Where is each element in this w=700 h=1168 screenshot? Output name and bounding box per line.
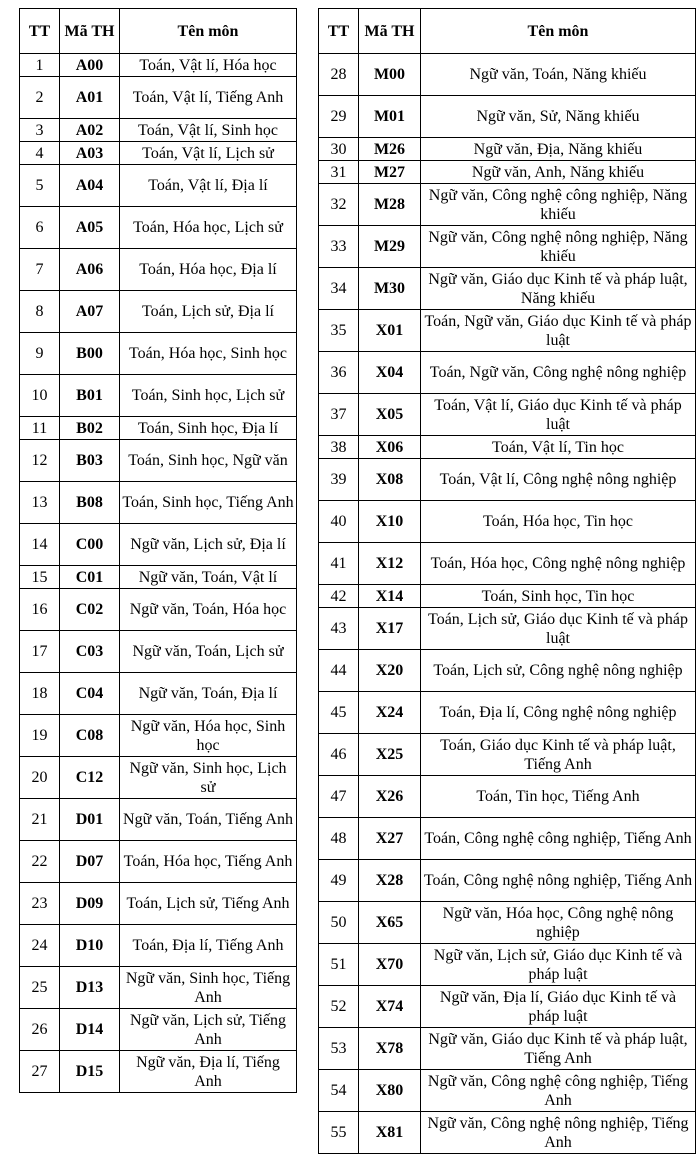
cell-ma-th: M01 <box>359 96 421 138</box>
cell-ma-th: X12 <box>359 543 421 585</box>
table-row <box>20 417 297 440</box>
cell-tt: 17 <box>20 631 60 673</box>
cell-ma-th: X14 <box>359 585 421 608</box>
cell-ten-mon: Ngữ văn, Toán, Lịch sử <box>120 631 297 673</box>
table-row <box>319 1112 696 1154</box>
cell-tt: 5 <box>20 165 60 207</box>
cell-ten-mon: Toán, Vật lí, Địa lí <box>120 165 297 207</box>
cell-ma-th: C12 <box>60 757 120 799</box>
cell-ten-mon: Toán, Hóa học, Sinh học <box>120 333 297 375</box>
cell-tt: 54 <box>319 1070 359 1112</box>
table-row <box>319 944 696 986</box>
cell-ten-mon: Toán, Địa lí, Công nghệ nông nghiệp <box>421 692 696 734</box>
cell-ten-mon: Toán, Lịch sử, Địa lí <box>120 291 297 333</box>
cell-ten-mon: Toán, Sinh học, Tin học <box>421 585 696 608</box>
cell-ten-mon: Ngữ văn, Toán, Năng khiếu <box>421 54 696 96</box>
table-row <box>319 692 696 734</box>
cell-ma-th: X04 <box>359 352 421 394</box>
cell-tt: 36 <box>319 352 359 394</box>
cell-ma-th: X78 <box>359 1028 421 1070</box>
cell-ten-mon: Ngữ văn, Công nghệ công nghiệp, Tiếng Anh <box>421 1070 696 1112</box>
cell-ma-th: X70 <box>359 944 421 986</box>
table-row <box>319 543 696 585</box>
table-row <box>319 1070 696 1112</box>
cell-tt: 47 <box>319 776 359 818</box>
cell-ten-mon: Ngữ văn, Địa, Năng khiếu <box>421 138 696 161</box>
cell-ma-th: A02 <box>60 119 120 142</box>
cell-ma-th: B00 <box>60 333 120 375</box>
cell-tt: 20 <box>20 757 60 799</box>
table-row <box>20 715 297 757</box>
cell-ten-mon: Toán, Hóa học, Lịch sử <box>120 207 297 249</box>
cell-tt: 29 <box>319 96 359 138</box>
cell-ten-mon: Toán, Hóa học, Công nghệ nông nghiệp <box>421 543 696 585</box>
cell-ma-th: B02 <box>60 417 120 440</box>
cell-ten-mon: Toán, Vật lí, Tiếng Anh <box>120 77 297 119</box>
table-row <box>319 310 696 352</box>
cell-tt: 8 <box>20 291 60 333</box>
table-row <box>20 207 297 249</box>
header-ten-mon: Tên môn <box>421 9 696 54</box>
cell-ma-th: X08 <box>359 459 421 501</box>
table-row <box>20 566 297 589</box>
cell-tt: 4 <box>20 142 60 165</box>
cell-ma-th: B03 <box>60 440 120 482</box>
table-row <box>319 161 696 184</box>
header-tt: TT <box>319 9 359 54</box>
table-row <box>20 673 297 715</box>
cell-ten-mon: Ngữ văn, Sinh học, Lịch sử <box>120 757 297 799</box>
cell-tt: 24 <box>20 925 60 967</box>
cell-ten-mon: Toán, Hóa học, Tiếng Anh <box>120 841 297 883</box>
table-row <box>20 142 297 165</box>
table-row <box>20 1051 297 1093</box>
subject-combination-table-right <box>318 8 696 1154</box>
cell-ten-mon: Ngữ văn, Hóa học, Công nghệ nông nghiệp <box>421 902 696 944</box>
cell-ten-mon: Ngữ văn, Toán, Hóa học <box>120 589 297 631</box>
cell-ten-mon: Ngữ văn, Lịch sử, Địa lí <box>120 524 297 566</box>
cell-tt: 13 <box>20 482 60 524</box>
table-row <box>20 119 297 142</box>
cell-tt: 19 <box>20 715 60 757</box>
cell-ma-th: M26 <box>359 138 421 161</box>
cell-ma-th: B01 <box>60 375 120 417</box>
header-ten-mon: Tên môn <box>120 9 297 54</box>
cell-ten-mon: Toán, Sinh học, Tiếng Anh <box>120 482 297 524</box>
cell-tt: 41 <box>319 543 359 585</box>
cell-ten-mon: Ngữ văn, Địa lí, Tiếng Anh <box>120 1051 297 1093</box>
table-row <box>319 96 696 138</box>
table-row <box>20 291 297 333</box>
cell-ten-mon: Toán, Vật lí, Tin học <box>421 436 696 459</box>
cell-ten-mon: Toán, Vật lí, Công nghệ nông nghiệp <box>421 459 696 501</box>
cell-ma-th: X24 <box>359 692 421 734</box>
cell-ten-mon: Toán, Vật lí, Sinh học <box>120 119 297 142</box>
table-row <box>20 524 297 566</box>
cell-ten-mon: Toán, Công nghệ công nghiệp, Tiếng Anh <box>421 818 696 860</box>
table-row <box>20 333 297 375</box>
cell-ten-mon: Toán, Vật lí, Lịch sử <box>120 142 297 165</box>
cell-tt: 34 <box>319 268 359 310</box>
table-row <box>20 883 297 925</box>
table-row <box>319 776 696 818</box>
cell-tt: 31 <box>319 161 359 184</box>
cell-ma-th: X06 <box>359 436 421 459</box>
table-row <box>20 77 297 119</box>
table-row <box>20 440 297 482</box>
table-row <box>319 860 696 902</box>
header-row <box>20 9 297 54</box>
cell-ma-th: A03 <box>60 142 120 165</box>
cell-ma-th: D14 <box>60 1009 120 1051</box>
cell-ma-th: A04 <box>60 165 120 207</box>
cell-tt: 35 <box>319 310 359 352</box>
table-row <box>20 165 297 207</box>
cell-ten-mon: Ngữ văn, Giáo dục Kinh tế và pháp luật, Năng khiếu <box>421 268 696 310</box>
cell-tt: 37 <box>319 394 359 436</box>
header-row <box>319 9 696 54</box>
cell-ten-mon: Ngữ văn, Địa lí, Giáo dục Kinh tế và pháp luật <box>421 986 696 1028</box>
cell-ma-th: X28 <box>359 860 421 902</box>
cell-ma-th: A05 <box>60 207 120 249</box>
cell-ma-th: C08 <box>60 715 120 757</box>
cell-ten-mon: Toán, Lịch sử, Công nghệ nông nghiệp <box>421 650 696 692</box>
cell-ma-th: X25 <box>359 734 421 776</box>
cell-ma-th: A06 <box>60 249 120 291</box>
table-row <box>319 268 696 310</box>
table-row <box>20 967 297 1009</box>
cell-tt: 23 <box>20 883 60 925</box>
cell-ten-mon: Toán, Lịch sử, Tiếng Anh <box>120 883 297 925</box>
table-row <box>20 482 297 524</box>
cell-ten-mon: Toán, Địa lí, Tiếng Anh <box>120 925 297 967</box>
cell-ma-th: A07 <box>60 291 120 333</box>
cell-ten-mon: Toán, Tin học, Tiếng Anh <box>421 776 696 818</box>
cell-ten-mon: Ngữ văn, Toán, Địa lí <box>120 673 297 715</box>
cell-tt: 10 <box>20 375 60 417</box>
cell-tt: 43 <box>319 608 359 650</box>
table-row <box>20 799 297 841</box>
table-row <box>319 1028 696 1070</box>
cell-tt: 33 <box>319 226 359 268</box>
table-row <box>319 184 696 226</box>
cell-ten-mon: Toán, Sinh học, Địa lí <box>120 417 297 440</box>
table-row <box>20 631 297 673</box>
cell-ma-th: X20 <box>359 650 421 692</box>
cell-ma-th: X10 <box>359 501 421 543</box>
cell-tt: 26 <box>20 1009 60 1051</box>
cell-ten-mon: Ngữ văn, Sử, Năng khiếu <box>421 96 696 138</box>
table-row <box>319 585 696 608</box>
cell-ten-mon: Ngữ văn, Công nghệ nông nghiệp, Tiếng Anh <box>421 1112 696 1154</box>
cell-ma-th: A00 <box>60 54 120 77</box>
cell-tt: 30 <box>319 138 359 161</box>
cell-tt: 1 <box>20 54 60 77</box>
cell-ma-th: C04 <box>60 673 120 715</box>
cell-ma-th: X65 <box>359 902 421 944</box>
cell-ten-mon: Ngữ văn, Lịch sử, Giáo dục Kinh tế và pháp luật <box>421 944 696 986</box>
cell-tt: 18 <box>20 673 60 715</box>
cell-ten-mon: Ngữ văn, Toán, Vật lí <box>120 566 297 589</box>
table-row <box>319 226 696 268</box>
table-row <box>20 54 297 77</box>
cell-ten-mon: Ngữ văn, Anh, Năng khiếu <box>421 161 696 184</box>
cell-tt: 50 <box>319 902 359 944</box>
cell-tt: 14 <box>20 524 60 566</box>
cell-tt: 27 <box>20 1051 60 1093</box>
cell-tt: 49 <box>319 860 359 902</box>
cell-tt: 51 <box>319 944 359 986</box>
right-table-body <box>319 54 696 1154</box>
cell-ma-th: D01 <box>60 799 120 841</box>
cell-ma-th: D10 <box>60 925 120 967</box>
cell-ma-th: C03 <box>60 631 120 673</box>
table-row <box>319 902 696 944</box>
cell-tt: 52 <box>319 986 359 1028</box>
cell-ma-th: C00 <box>60 524 120 566</box>
cell-tt: 7 <box>20 249 60 291</box>
cell-tt: 32 <box>319 184 359 226</box>
cell-ten-mon: Toán, Vật lí, Hóa học <box>120 54 297 77</box>
cell-tt: 11 <box>20 417 60 440</box>
cell-tt: 2 <box>20 77 60 119</box>
cell-tt: 15 <box>20 566 60 589</box>
table-row <box>319 54 696 96</box>
cell-tt: 38 <box>319 436 359 459</box>
table-row <box>319 138 696 161</box>
table-row <box>319 459 696 501</box>
table-row <box>20 249 297 291</box>
cell-ma-th: A01 <box>60 77 120 119</box>
cell-tt: 42 <box>319 585 359 608</box>
table-row <box>20 589 297 631</box>
cell-ma-th: X26 <box>359 776 421 818</box>
table-row <box>319 394 696 436</box>
cell-tt: 45 <box>319 692 359 734</box>
cell-ten-mon: Toán, Lịch sử, Giáo dục Kinh tế và pháp luật <box>421 608 696 650</box>
cell-ma-th: D09 <box>60 883 120 925</box>
cell-ma-th: C02 <box>60 589 120 631</box>
cell-ten-mon: Ngữ văn, Công nghệ công nghiệp, Năng khiếu <box>421 184 696 226</box>
cell-tt: 39 <box>319 459 359 501</box>
cell-ten-mon: Toán, Giáo dục Kinh tế và pháp luật, Tiếng Anh <box>421 734 696 776</box>
cell-ma-th: C01 <box>60 566 120 589</box>
cell-ten-mon: Toán, Sinh học, Ngữ văn <box>120 440 297 482</box>
cell-ma-th: M30 <box>359 268 421 310</box>
header-ma-th: Mã TH <box>60 9 120 54</box>
cell-tt: 53 <box>319 1028 359 1070</box>
header-ma-th: Mã TH <box>359 9 421 54</box>
cell-ten-mon: Ngữ văn, Hóa học, Sinh học <box>120 715 297 757</box>
cell-tt: 46 <box>319 734 359 776</box>
cell-tt: 40 <box>319 501 359 543</box>
cell-ten-mon: Ngữ văn, Sinh học, Tiếng Anh <box>120 967 297 1009</box>
table-row <box>319 608 696 650</box>
table-row <box>319 352 696 394</box>
cell-tt: 28 <box>319 54 359 96</box>
cell-tt: 21 <box>20 799 60 841</box>
table-row <box>319 650 696 692</box>
table-row <box>20 1009 297 1051</box>
cell-ten-mon: Ngữ văn, Toán, Tiếng Anh <box>120 799 297 841</box>
cell-ten-mon: Ngữ văn, Lịch sử, Tiếng Anh <box>120 1009 297 1051</box>
cell-ma-th: X01 <box>359 310 421 352</box>
cell-ma-th: M28 <box>359 184 421 226</box>
cell-ma-th: D07 <box>60 841 120 883</box>
table-row <box>20 925 297 967</box>
cell-tt: 48 <box>319 818 359 860</box>
cell-ma-th: D15 <box>60 1051 120 1093</box>
cell-ten-mon: Toán, Công nghệ nông nghiệp, Tiếng Anh <box>421 860 696 902</box>
cell-tt: 3 <box>20 119 60 142</box>
cell-tt: 44 <box>319 650 359 692</box>
table-row <box>319 986 696 1028</box>
cell-ma-th: D13 <box>60 967 120 1009</box>
table-row <box>319 436 696 459</box>
cell-ma-th: M00 <box>359 54 421 96</box>
table-row <box>319 734 696 776</box>
subject-combination-table-left <box>19 8 297 1093</box>
table-row <box>20 757 297 799</box>
cell-tt: 25 <box>20 967 60 1009</box>
cell-ma-th: X17 <box>359 608 421 650</box>
cell-tt: 12 <box>20 440 60 482</box>
cell-ten-mon: Toán, Ngữ văn, Giáo dục Kinh tế và pháp luật <box>421 310 696 352</box>
cell-ma-th: X81 <box>359 1112 421 1154</box>
cell-ten-mon: Toán, Hóa học, Tin học <box>421 501 696 543</box>
cell-ten-mon: Toán, Sinh học, Lịch sử <box>120 375 297 417</box>
header-tt: TT <box>20 9 60 54</box>
cell-tt: 22 <box>20 841 60 883</box>
cell-ma-th: M29 <box>359 226 421 268</box>
table-row <box>20 375 297 417</box>
table-row <box>20 841 297 883</box>
cell-ma-th: X80 <box>359 1070 421 1112</box>
cell-tt: 6 <box>20 207 60 249</box>
cell-ma-th: X05 <box>359 394 421 436</box>
cell-ten-mon: Toán, Ngữ văn, Công nghệ nông nghiệp <box>421 352 696 394</box>
cell-ma-th: M27 <box>359 161 421 184</box>
cell-ten-mon: Ngữ văn, Công nghệ nông nghiệp, Năng khiếu <box>421 226 696 268</box>
cell-ma-th: X27 <box>359 818 421 860</box>
cell-ma-th: X74 <box>359 986 421 1028</box>
table-row <box>319 818 696 860</box>
cell-tt: 16 <box>20 589 60 631</box>
cell-ten-mon: Toán, Hóa học, Địa lí <box>120 249 297 291</box>
cell-ma-th: B08 <box>60 482 120 524</box>
cell-tt: 9 <box>20 333 60 375</box>
table-row <box>319 501 696 543</box>
cell-ten-mon: Toán, Vật lí, Giáo dục Kinh tế và pháp luật <box>421 394 696 436</box>
cell-ten-mon: Ngữ văn, Giáo dục Kinh tế và pháp luật, Tiếng Anh <box>421 1028 696 1070</box>
cell-tt: 55 <box>319 1112 359 1154</box>
left-table-body <box>20 54 297 1093</box>
